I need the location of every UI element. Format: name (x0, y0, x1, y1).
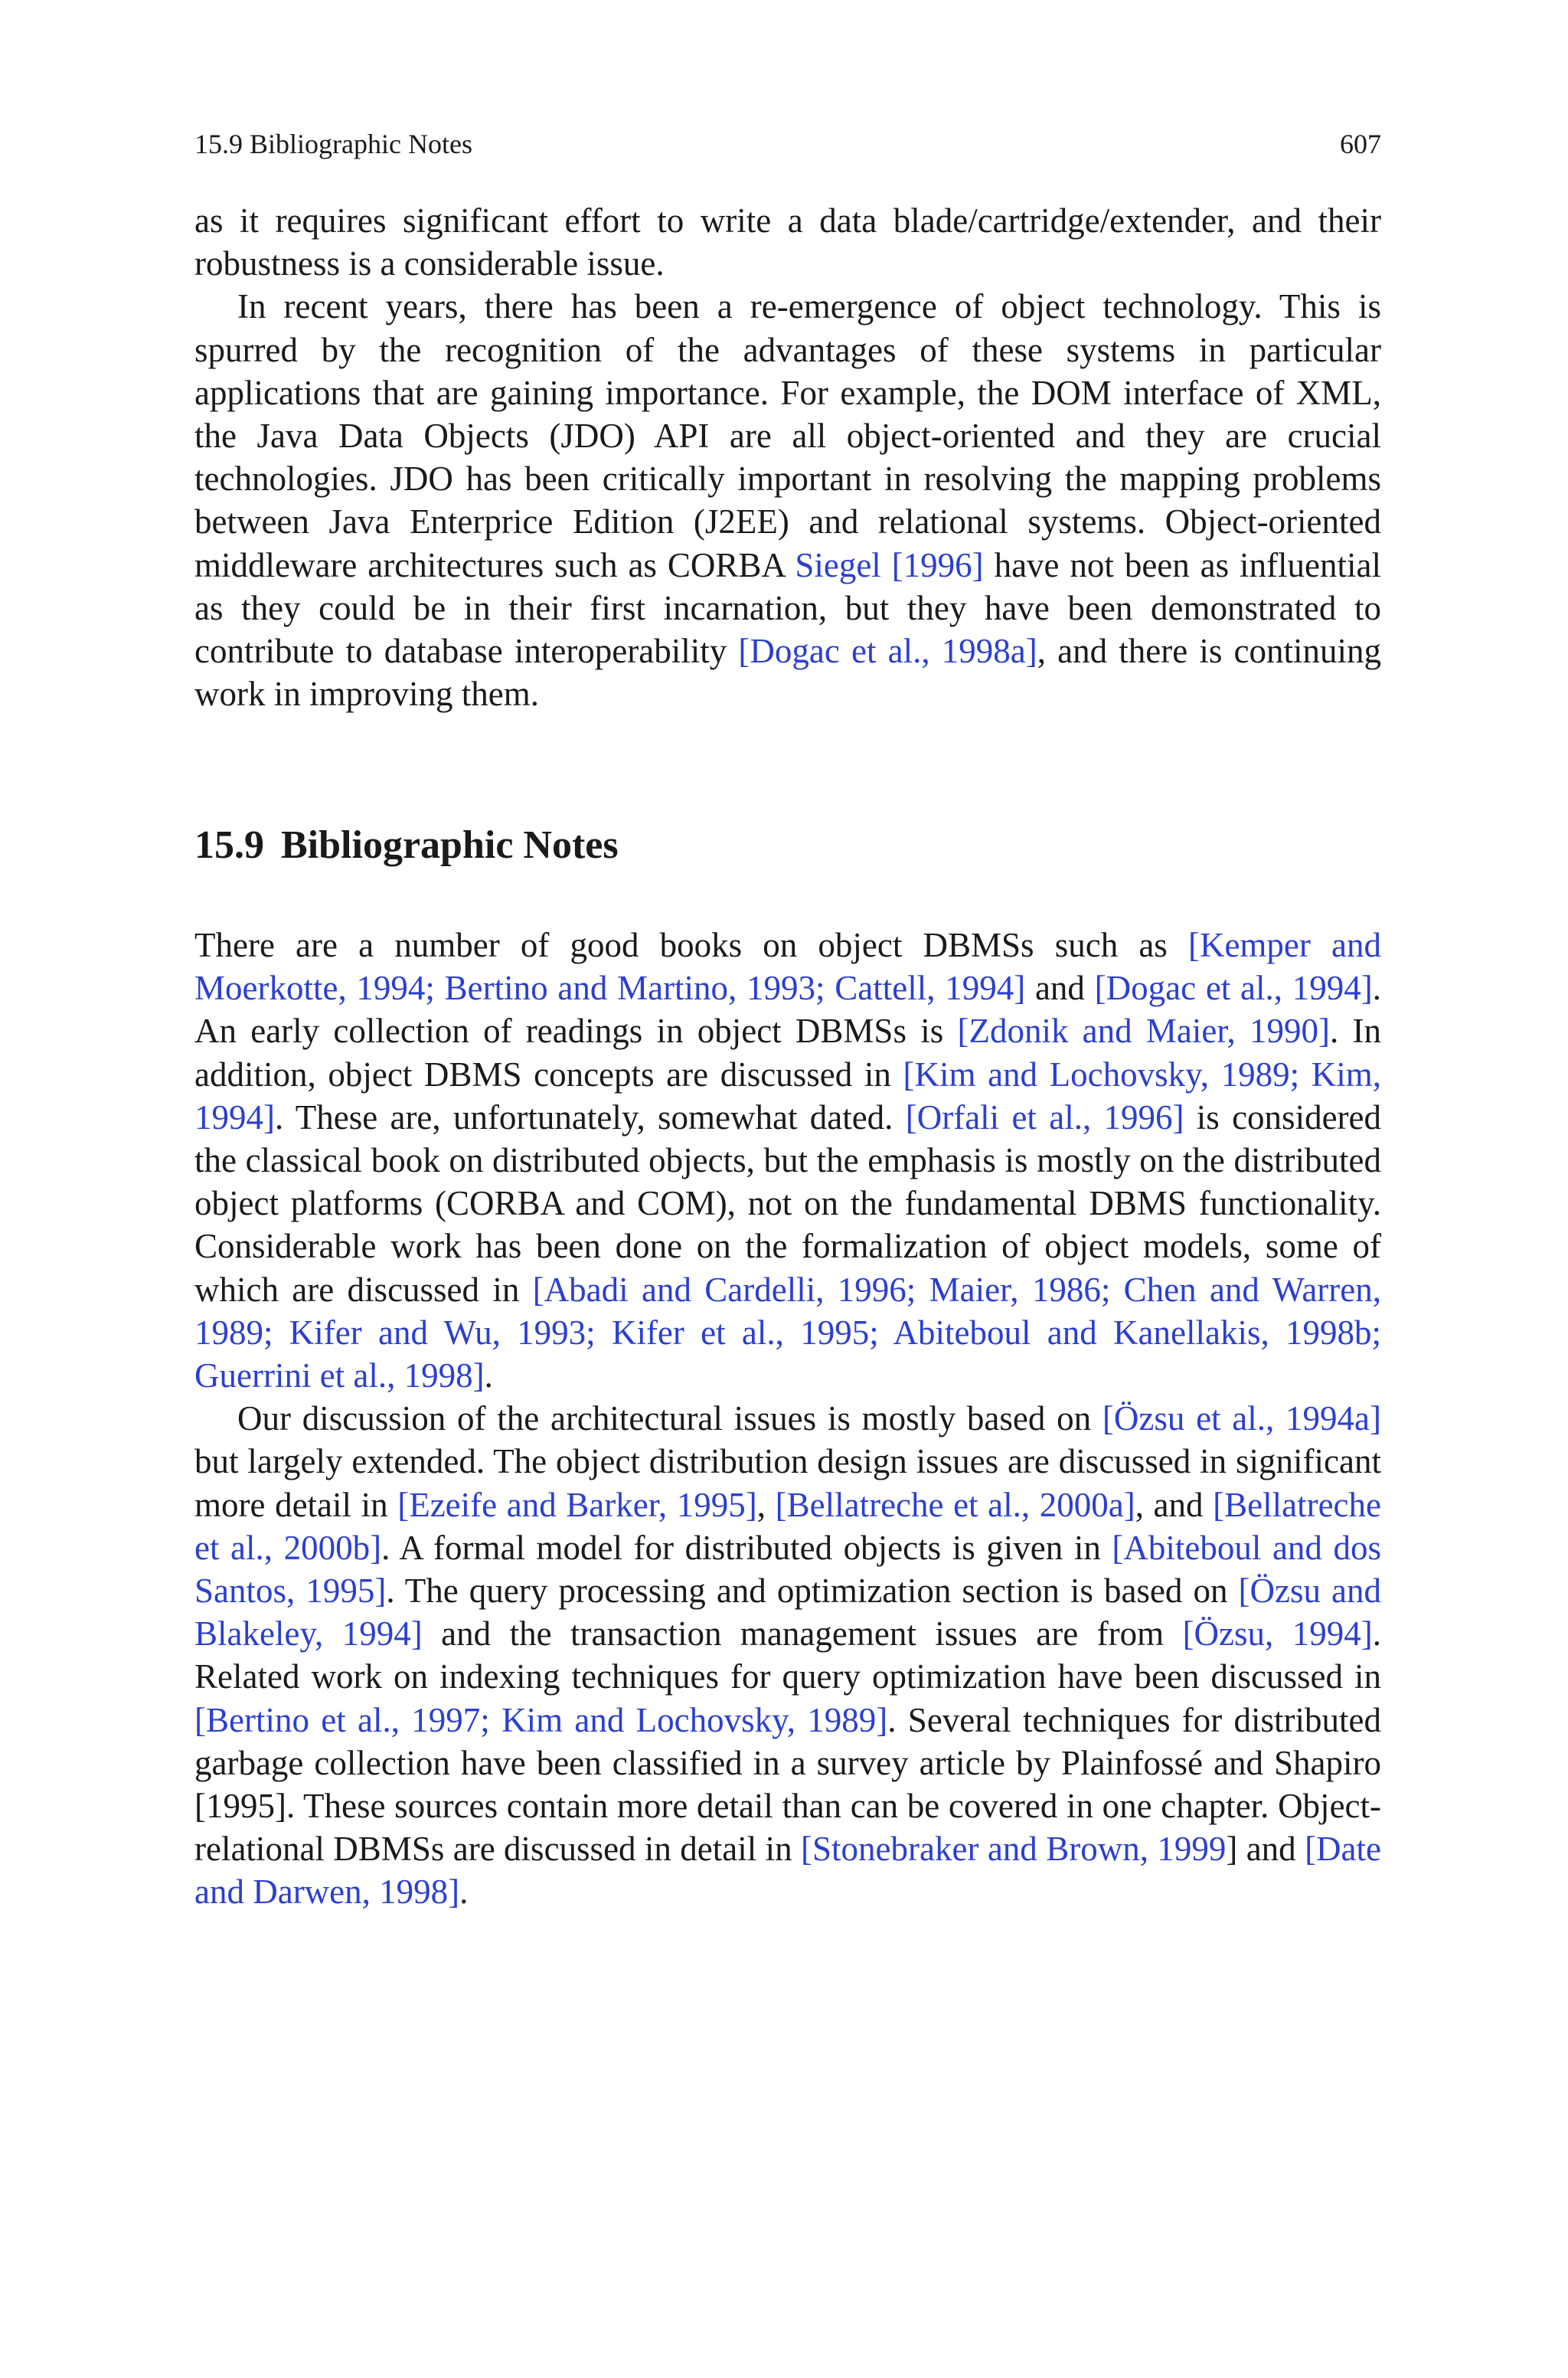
paragraph-text: and the transaction management issues are from (422, 1614, 1183, 1653)
paragraph-text: as it requires significant effort to write a data blade/cartridge/extender, and their robustness is a considerable issue. (194, 201, 1381, 283)
citation-link[interactable]: [Bellatreche et al., 2000a] (775, 1485, 1135, 1524)
paragraph-text: . A formal model for distributed objects is given in (381, 1528, 1112, 1567)
citation-link[interactable]: [Bertino et al., 1997; Kim and Lochovsky, 1989] (194, 1700, 888, 1739)
paragraph-text: is considered the classical book on distributed objects, but the emphasis is mostly on the distributed object platforms (CORBA and COM), not on the fundamental DBMS functionality. Considerable work has been done on the formalization of object models, some of which are discussed in (194, 1097, 1382, 1309)
section-heading (194, 821, 1381, 870)
citation-link[interactable]: Siegel [1996] (795, 545, 984, 584)
paragraph-text: . Several techniques for distributed garbage collection have been classified in a survey article by Plainfossé and Shapiro [1995]. These sources contain more detail than can be covered in one chapter. Object-relational DBMSs are discussed in detail in (194, 1700, 1381, 1869)
paragraph-text: ] and (1226, 1830, 1305, 1869)
paragraph-text: . An early collection of readings in object DBMSs is (194, 969, 1381, 1051)
citation-link[interactable]: [Dogac et al., 1998a] (738, 632, 1037, 671)
page-number: 607 (1340, 129, 1381, 159)
continuation-text (194, 199, 1381, 715)
citation-link[interactable]: [Date and Darwen, 1998] (194, 1830, 1381, 1912)
paragraph (194, 1397, 1381, 1913)
paragraph-text: , and there is continuing work in improving them. (194, 632, 1381, 714)
paragraph-text: and (1025, 969, 1095, 1008)
bibliographic-notes (194, 924, 1381, 1914)
paragraph-text: . The query processing and optimization section is based on (386, 1572, 1239, 1611)
citation-link[interactable]: [Abadi and Cardelli, 1996; Maier, 1986; Chen and Warren, 1989; Kifer and Wu, 1993; Kifer et al., 1995; Abiteboul and Kanellakis, 1998b; Guerrini et al., 1998] (194, 1270, 1381, 1395)
citation-link[interactable]: [Bellatreche et al., 2000b] (194, 1485, 1381, 1567)
paragraph (194, 924, 1381, 1397)
paragraph-text: There are a number of good books on object DBMSs such as (194, 926, 1188, 964)
citation-link[interactable]: [Zdonik and Maier, 1990] (957, 1012, 1331, 1051)
paragraph (194, 285, 1381, 715)
paragraph-text: , and (1135, 1485, 1214, 1524)
paragraph (194, 199, 1381, 285)
paragraph-text: Our discussion of the architectural issues is mostly based on (237, 1399, 1102, 1438)
section-number: 15.9 (194, 823, 264, 867)
citation-link[interactable]: [Kemper and Moerkotte, 1994; Bertino and Martino, 1993; Cattell, 1994] (194, 926, 1381, 1008)
citation-link[interactable]: [Özsu et al., 1994a] (1102, 1399, 1381, 1438)
citation-link[interactable]: [Stonebraker and Brown, 1999 (801, 1830, 1227, 1869)
citation-link[interactable]: [Dogac et al., 1994] (1094, 969, 1373, 1008)
paragraph-text: In recent years, there has been a re-emergence of object technology. This is spurred by the recognition of the advantages of these systems in particular applications that are gaining importance. For example, the DOM interface of XML, the Java Data Objects (JDO) API are all object-oriented and they are crucial technologies. JDO has been critically important in resolving the mapping problems between Java Enterprice Edition (J2EE) and relational systems. Object-oriented middleware architectures such as CORBA (194, 287, 1381, 584)
paragraph-text: but largely extended. The object distribution design issues are discussed in significant more detail in (194, 1442, 1381, 1524)
citation-link[interactable]: [Orfali et al., 1996] (905, 1097, 1184, 1137)
paragraph-text: . Related work on indexing techniques for query optimization have been discussed in (194, 1614, 1381, 1696)
paragraph-text: . In addition, object DBMS concepts are discussed in (194, 1012, 1381, 1094)
paragraph-text: . (459, 1873, 469, 1912)
citation-link[interactable]: [Ezeife and Barker, 1995] (397, 1485, 757, 1524)
paragraph-text: . (484, 1356, 493, 1395)
paragraph-text: , (756, 1485, 776, 1524)
paragraph-text: . These are, unfortunately, somewhat dated. (275, 1097, 906, 1137)
paragraph-text: have not been as influential as they could be in their first incarnation, but they have been demonstrated to contribute to database interoperability (194, 545, 1382, 671)
citation-link[interactable]: [Abiteboul and dos Santos, 1995] (194, 1528, 1381, 1611)
citation-link[interactable]: [Özsu, 1994] (1182, 1614, 1373, 1653)
running-head-section: 15.9 Bibliographic Notes (194, 129, 472, 159)
section-title: Bibliographic Notes (281, 823, 619, 867)
citation-link[interactable]: [Özsu and Blakeley, 1994] (194, 1572, 1382, 1653)
citation-link[interactable]: [Kim and Lochovsky, 1989; Kim, 1994] (194, 1055, 1381, 1137)
running-head (194, 127, 1381, 161)
